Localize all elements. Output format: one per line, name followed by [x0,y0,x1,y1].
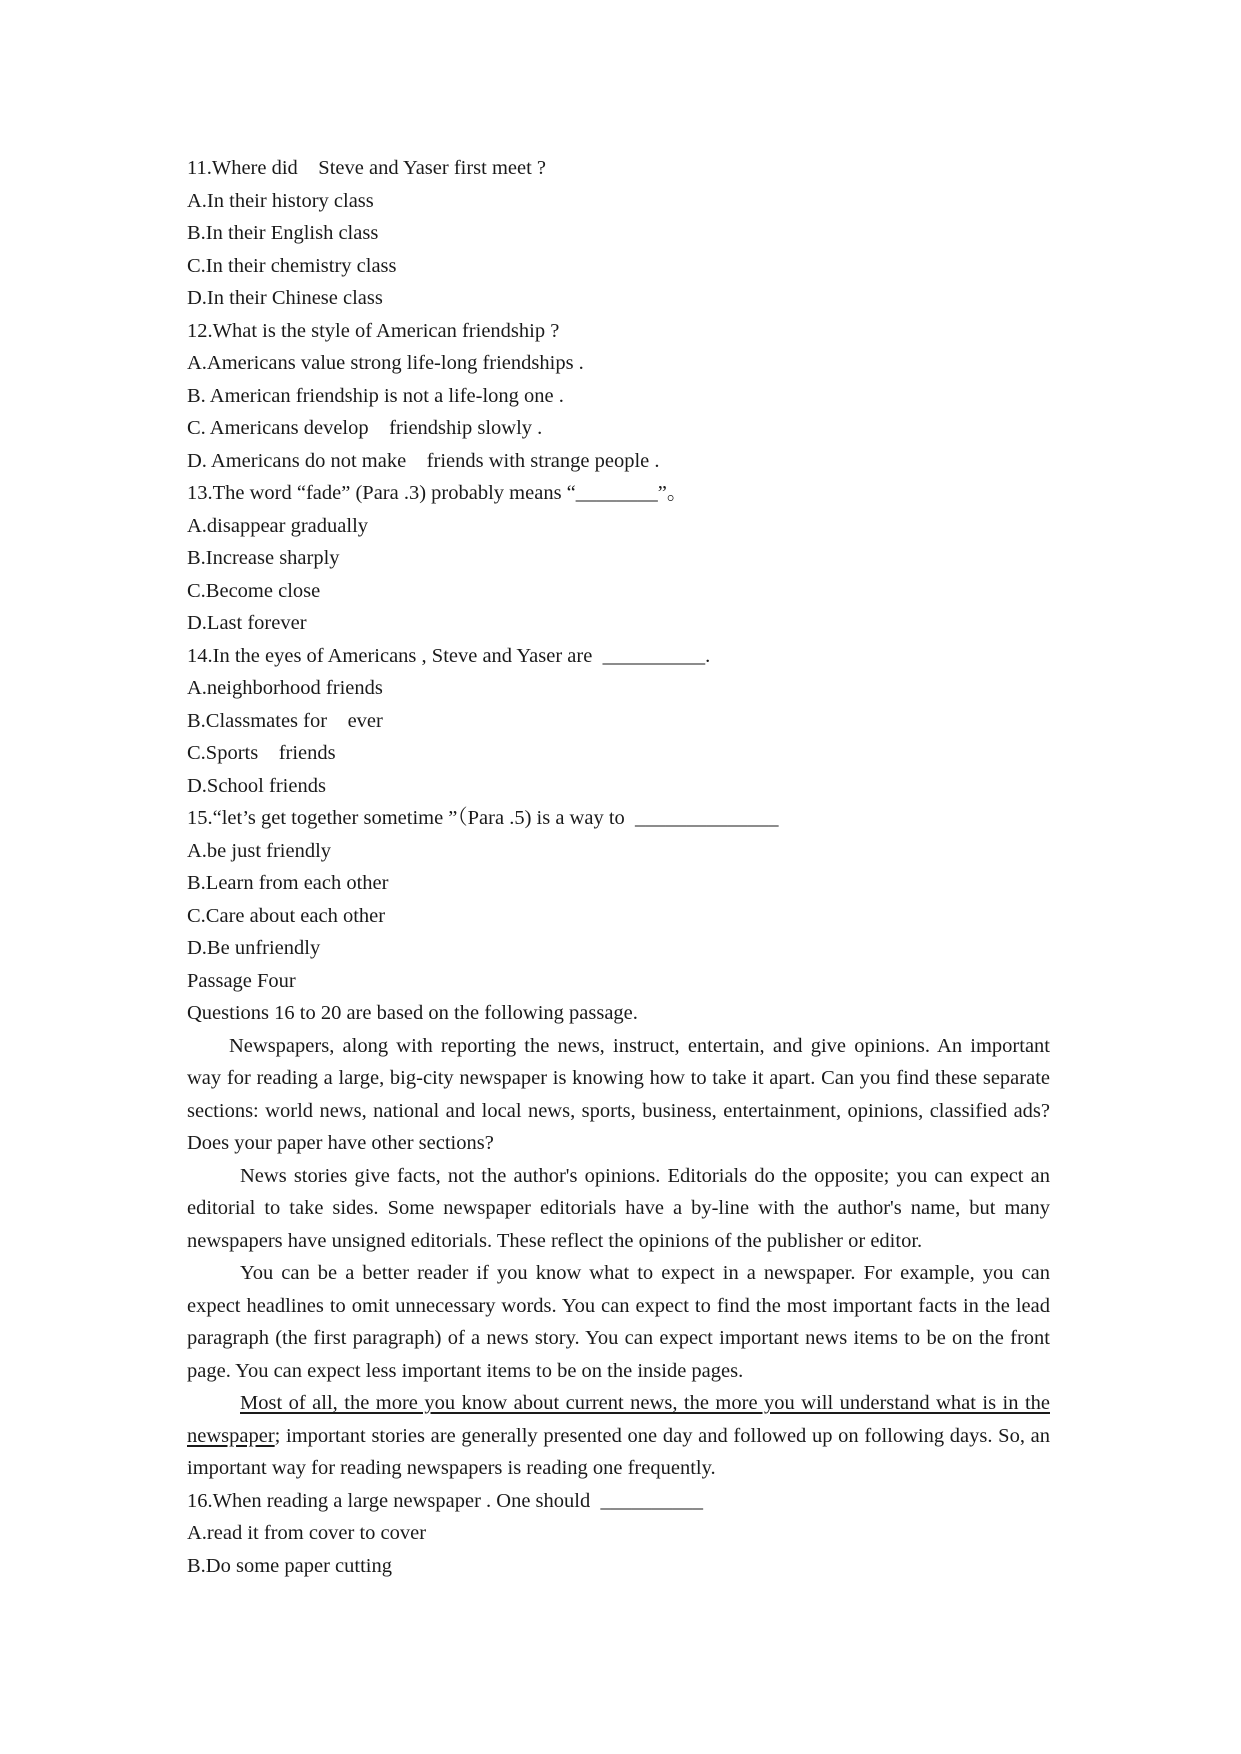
option-14b: B.Classmates for ever [187,709,383,732]
question-16: 16.When reading a large newspaper . One should __________ [187,1489,703,1512]
option-12c: C. Americans develop friendship slowly . [187,417,543,439]
option-11d: D.In their Chinese class [187,287,383,309]
passage-paragraph-4 [187,1387,1050,1485]
passage-paragraph-2: News stories give facts, not the author's opinions. Editorials do the opposite; you can expect an editorial to take sides. Some newspaper editorials have a by-line with the author's name, but many newspapers have unsigned editorials. These reflect the opinions of the publisher or editor. [187,1164,1050,1252]
option-15c: C.Care about each other [187,904,386,927]
option-14c: C.Sports friends [187,742,336,764]
question-15: 15.“let’s get together sometime ”（Para .5) is a way to ______________ [187,807,779,829]
option-15b: B.Learn from each other [187,872,389,894]
passage-instructions: Questions 16 to 20 are based on the following passage. [187,1002,638,1024]
option-11a: A.In their history class [187,189,374,212]
option-12a: A.Americans value strong life-long friendships . [187,352,584,374]
option-13b: B.Increase sharply [187,547,340,569]
option-14d: D.School friends [187,774,326,797]
paragraph-4-rest: ; important stories are generally presented one day and followed up on following days. So, an important way for reading newspapers is reading one frequently. [187,1424,1050,1479]
option-14a: A.neighborhood friends [187,677,383,699]
question-14: 14.In the eyes of Americans , Steve and Yaser are __________. [187,644,711,667]
option-13c: C.Become close [187,579,321,602]
option-13a: A.disappear gradually [187,514,369,537]
passage-paragraph-1: Newspapers, along with reporting the news, instruct, entertain, and give opinions. An important way for reading a large, big-city newspaper is knowing how to take it apart. Can you find these separate sections: world news, national and local news, sports, business, entertainment, opinions, classified ads? Does your paper have other sections? [187,1034,1050,1154]
option-16b: B.Do some paper cutting [187,1554,392,1577]
passage-paragraph-3: You can be a better reader if you know what to expect in a newspaper. For example, you can expect headlines to omit unnecessary words. You can expect to find the most important facts in the lead paragraph (the first paragraph) of a news story. You can expect important news items to be on the front page. You can expect less important items to be on the inside pages. [187,1262,1050,1382]
question-13: 13.The word “fade” (Para .3) probably means “________”。 [187,482,688,504]
option-15a: A.be just friendly [187,839,332,862]
option-11c: C.In their chemistry class [187,254,397,277]
option-11b: B.In their English class [187,222,379,244]
option-12d: D. Americans do not make friends with strange people . [187,449,660,472]
option-16a: A.read it from cover to cover [187,1522,427,1544]
option-13d: D.Last forever [187,612,307,634]
document-page [187,152,1050,1582]
question-11: 11.Where did Steve and Yaser first meet ? [187,157,547,179]
question-12: 12.What is the style of American friendship ? [187,319,560,342]
passage-heading: Passage Four [187,969,296,992]
underlined-sentence: Most of all, the more you know about current news, the more you will understand what is in the newspaper [187,1392,1050,1447]
option-15d: D.Be unfriendly [187,937,321,959]
option-12b: B. American friendship is not a life-long one . [187,384,564,407]
